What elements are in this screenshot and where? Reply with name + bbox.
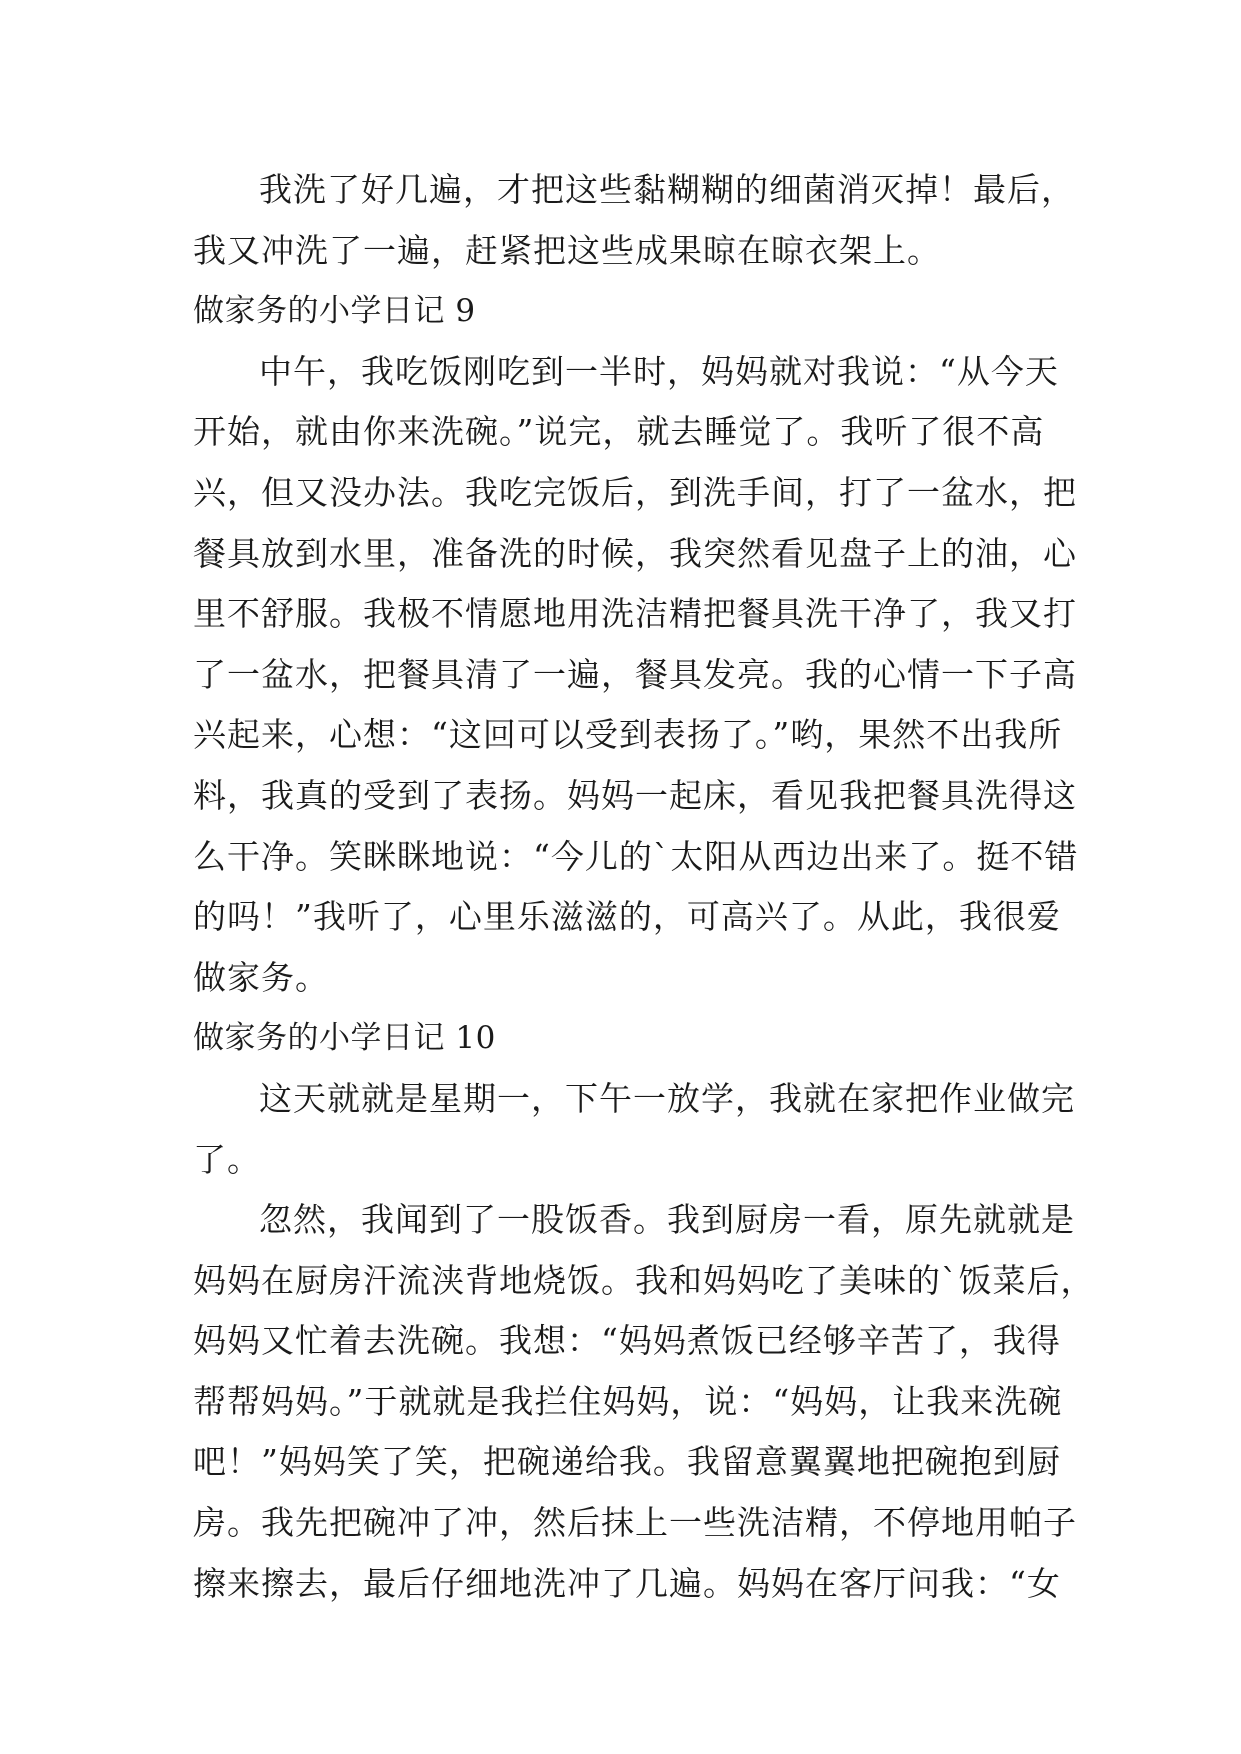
text-line: 开始，就由你来洗碗。”说完，就去睡觉了。我听了很不高 [193, 412, 1045, 452]
text-line: 里不舒服。我极不情愿地用洗洁精把餐具洗干净了，我又打 [193, 594, 1077, 634]
text-line: 料，我真的受到了表扬。妈妈一起床，看见我把餐具洗得这 [193, 775, 1077, 815]
text-line: 房。我先把碗冲了冲，然后抹上一些洗洁精，不停地用帕子 [193, 1503, 1077, 1543]
text-line: 兴起来，心想：“这回可以受到表扬了。”哟，果然不出我所 [193, 715, 1063, 755]
text-line: 兴，但又没办法。我吃完饭后，到洗手间，打了一盆水，把 [193, 472, 1077, 512]
text-line: 我洗了好几遍，才把这些黏糊糊的细菌消灭掉！最后， [259, 170, 1075, 209]
text-line: 擦来擦去，最后仔细地洗冲了几遍。妈妈在客厅问我：“女 [193, 1563, 1061, 1603]
document-body [193, 160, 1095, 1614]
text-line: 妈妈在厨房汗流浃背地烧饭。我和妈妈吃了美味的`饭菜后， [193, 1260, 1095, 1300]
text-line: 么干净。笑眯眯地说：“今儿的`太阳从西边出来了。挺不错 [193, 836, 1079, 876]
text-line: 的吗！”我听了，心里乐滋滋的，可高兴了。从此，我很爱 [193, 897, 1061, 937]
intro-paragraph [193, 160, 1075, 281]
text-line: 我又冲洗了一遍，赶紧把这些成果晾在晾衣架上。 [193, 230, 941, 270]
text-line: 妈妈又忙着去洗碗。我想：“妈妈煮饭已经够辛苦了，我得 [193, 1321, 1061, 1361]
text-line: 帮帮妈妈。”于就就是我拦住妈妈，说：“妈妈，让我来洗碗 [193, 1381, 1063, 1421]
section-10-paragraph-2 [193, 1190, 1095, 1614]
text-line: 餐具放到水里，准备洗的时候，我突然看见盘子上的油，心 [193, 533, 1077, 573]
section-9-heading: 做家务的小学日记 9 [193, 293, 476, 330]
section-10-heading: 做家务的小学日记 10 [193, 1020, 496, 1057]
text-line: 了一盆水，把餐具清了一遍，餐具发亮。我的心情一下子高 [193, 654, 1077, 694]
section-10-paragraph-1 [193, 1069, 1075, 1190]
text-line: 吧！”妈妈笑了笑，把碗递给我。我留意翼翼地把碗抱到厨 [193, 1442, 1061, 1482]
text-line: 这天就就是星期一，下午一放学，我就在家把作业做完 [259, 1078, 1075, 1118]
text-line: 做家务。 [193, 957, 329, 997]
text-line: 中午，我吃饭刚吃到一半时，妈妈就对我说：“从今天 [259, 351, 1059, 391]
text-line: 忽然，我闻到了一股饭香。我到厨房一看，原先就就是 [259, 1200, 1075, 1240]
section-9-paragraph [193, 342, 1079, 1009]
text-line: 了。 [193, 1139, 261, 1179]
